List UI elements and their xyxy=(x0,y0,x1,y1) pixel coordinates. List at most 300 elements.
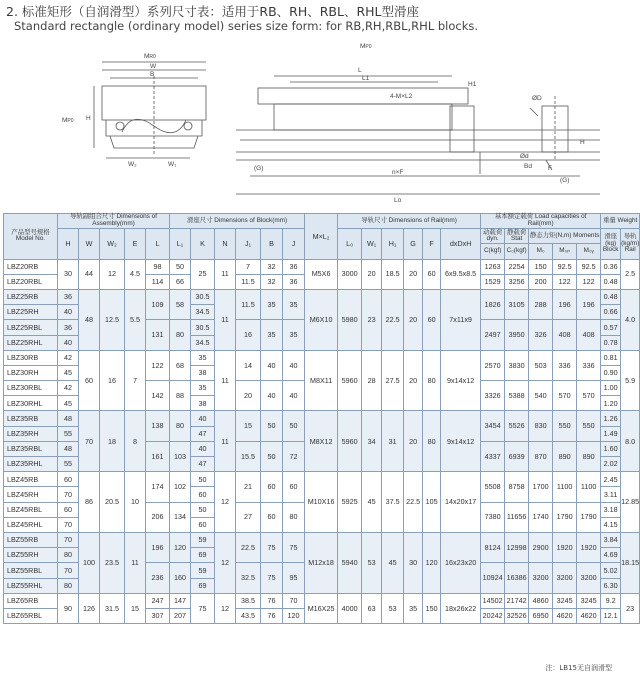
cell-f: 150 xyxy=(423,593,441,623)
cell-g: 20 xyxy=(404,411,423,472)
col-n: N xyxy=(215,229,236,259)
col-myo: M₀ᵧ xyxy=(577,244,601,259)
cell-c0: 3830 xyxy=(505,350,529,380)
cell-model: LBZ25RH xyxy=(4,305,58,320)
cell-b: 40 xyxy=(261,381,283,411)
cell-bw: 0.48 xyxy=(601,274,621,289)
cell-k: 30.5 xyxy=(191,320,215,335)
cell-model: LBZ45RHL xyxy=(4,517,58,532)
cell-model: LBZ45RB xyxy=(4,472,58,487)
cell-mr: 150 xyxy=(529,259,553,274)
header-load: 基本额定载荷 Load capacities of Rail(mm) xyxy=(481,214,601,229)
cell-f: 60 xyxy=(423,259,441,289)
cell-l1: 147 xyxy=(170,593,191,608)
cell-j1: 11.5 xyxy=(236,274,261,289)
cell-j1: 7 xyxy=(236,259,261,274)
cell-h1: 31 xyxy=(382,411,404,472)
cell-w2: 20.5 xyxy=(100,472,125,533)
technical-drawing xyxy=(40,36,610,208)
label-mr: MR0 xyxy=(144,53,156,60)
block-top xyxy=(258,88,468,104)
cell-bw: 3.84 xyxy=(601,532,621,547)
cell-l0: 4000 xyxy=(338,593,362,623)
cell-c0: 16386 xyxy=(505,563,529,593)
cell-h: 90 xyxy=(58,593,79,623)
cell-w2: 16 xyxy=(100,350,125,411)
cell-c0: 2254 xyxy=(505,259,529,274)
cell-h: 30 xyxy=(58,259,79,289)
cell-f: 120 xyxy=(423,532,441,593)
cell-model: LBZ25RBL xyxy=(4,320,58,335)
cell-j1: 14 xyxy=(236,350,261,380)
size-table-wrapper xyxy=(3,213,640,624)
table-row xyxy=(4,289,640,304)
cell-c0: 6939 xyxy=(505,441,529,471)
cell-j: 36 xyxy=(283,259,305,274)
cell-my: 4620 xyxy=(577,608,601,623)
cell-c: 2497 xyxy=(481,320,505,350)
cell-b: 50 xyxy=(261,411,283,441)
cell-k: 35 xyxy=(191,381,215,396)
bolt-left xyxy=(116,122,124,130)
cell-my: 122 xyxy=(577,274,601,289)
cell-rail_w: 8.0 xyxy=(621,411,640,472)
col-mro: M₀ xyxy=(529,244,553,259)
cell-l1: 66 xyxy=(170,274,191,289)
cell-h1: 53 xyxy=(382,593,404,623)
cell-l0: 5980 xyxy=(338,289,362,350)
cell-g: 20 xyxy=(404,289,423,350)
cell-h: 36 xyxy=(58,289,79,304)
cell-h: 45 xyxy=(58,396,79,411)
cell-l: 122 xyxy=(146,350,170,380)
header-block: 滑座尺寸 Dimensions of Block(mm) xyxy=(170,214,305,229)
col-h1: H₁ xyxy=(382,229,404,259)
cell-n: 12 xyxy=(215,532,236,593)
cell-l: 131 xyxy=(146,320,170,350)
table-row xyxy=(4,350,640,365)
cell-g: 20 xyxy=(404,259,423,289)
cell-j: 120 xyxy=(283,608,305,623)
col-l: L xyxy=(146,229,170,259)
cell-b: 75 xyxy=(261,563,283,593)
label-h1: H1 xyxy=(468,81,477,88)
cell-l1: 50 xyxy=(170,259,191,274)
cell-g: 30 xyxy=(404,532,423,593)
cell-w: 126 xyxy=(79,593,100,623)
cell-h1: 37.5 xyxy=(382,472,404,533)
cell-model: LBZ35RHL xyxy=(4,457,58,472)
label-b-side: Bd xyxy=(524,163,532,170)
cell-model: LBZ30RB xyxy=(4,350,58,365)
cell-my: 336 xyxy=(577,350,601,380)
cell-mp: 1100 xyxy=(553,472,577,502)
cell-k: 38 xyxy=(191,365,215,380)
cell-l: 206 xyxy=(146,502,170,532)
cell-my: 570 xyxy=(577,381,601,411)
cell-k: 30.5 xyxy=(191,289,215,304)
col-g: G xyxy=(404,229,423,259)
cell-mp: 336 xyxy=(553,350,577,380)
cell-bw: 0.66 xyxy=(601,305,621,320)
label-mp-side: MP0 xyxy=(360,43,372,50)
cell-w: 60 xyxy=(79,350,100,411)
cell-l1: 102 xyxy=(170,472,191,502)
col-w1: W₁ xyxy=(362,229,382,259)
cell-w1: 20 xyxy=(362,259,382,289)
cell-f: 80 xyxy=(423,411,441,472)
cell-mp: 122 xyxy=(553,274,577,289)
cell-l0: 5960 xyxy=(338,350,362,411)
cell-bw: 1.60 xyxy=(601,441,621,456)
cell-l0: 3000 xyxy=(338,259,362,289)
cell-c: 14502 xyxy=(481,593,505,608)
cell-model: LBZ55RHL xyxy=(4,578,58,593)
cell-rail_w: 4.0 xyxy=(621,289,640,350)
cell-w1: 63 xyxy=(362,593,382,623)
col-w2: W₂ xyxy=(100,229,125,259)
cell-l1: 134 xyxy=(170,502,191,532)
cell-mr: 870 xyxy=(529,441,553,471)
cell-model: LBZ55RB xyxy=(4,532,58,547)
cell-l: 174 xyxy=(146,472,170,502)
cell-mr: 3200 xyxy=(529,563,553,593)
col-h: H xyxy=(58,229,79,259)
label-bd: Ød xyxy=(520,153,529,160)
cell-w1: 45 xyxy=(362,472,382,533)
cell-l1: 120 xyxy=(170,532,191,562)
cell-my: 1790 xyxy=(577,502,601,532)
cell-model: LBZ30RHL xyxy=(4,396,58,411)
cell-h: 42 xyxy=(58,350,79,365)
cell-w: 86 xyxy=(79,472,100,533)
label-w: W xyxy=(150,63,157,70)
cell-j: 72 xyxy=(283,441,305,471)
cell-k: 60 xyxy=(191,487,215,502)
cell-h1: 45 xyxy=(382,532,404,593)
label-f: F xyxy=(548,165,552,172)
cell-l: 98 xyxy=(146,259,170,274)
cell-l1: 68 xyxy=(170,350,191,380)
cell-dxdxh: 6x9.5x8.5 xyxy=(441,259,481,289)
col-f: F xyxy=(423,229,441,259)
cell-model: LBZ30RBL xyxy=(4,381,58,396)
cell-bw: 2.45 xyxy=(601,472,621,487)
size-table xyxy=(3,213,640,624)
table-row xyxy=(4,411,640,426)
cell-bw: 0.78 xyxy=(601,335,621,350)
cell-c: 1529 xyxy=(481,274,505,289)
size-table-body xyxy=(4,259,640,624)
cell-w1: 34 xyxy=(362,411,382,472)
cell-mxl2: M16X25 xyxy=(305,593,338,623)
cell-c0: 5526 xyxy=(505,411,529,441)
cell-mr: 2900 xyxy=(529,532,553,562)
cell-bw: 5.02 xyxy=(601,563,621,578)
cell-dxdxh: 14x20x17 xyxy=(441,472,481,533)
block-body xyxy=(274,104,452,130)
cell-mr: 830 xyxy=(529,411,553,441)
cell-l: 236 xyxy=(146,563,170,593)
cell-my: 92.5 xyxy=(577,259,601,274)
cell-mr: 6950 xyxy=(529,608,553,623)
cell-e: 10 xyxy=(125,472,146,533)
cell-k: 38 xyxy=(191,396,215,411)
cell-b: 60 xyxy=(261,502,283,532)
label-l1: L1 xyxy=(362,75,370,82)
label-h-side: H xyxy=(580,139,585,146)
cell-model: LBZ65RBL xyxy=(4,608,58,623)
cell-c: 3454 xyxy=(481,411,505,441)
cell-j1: 20 xyxy=(236,381,261,411)
label-w2: W₂ xyxy=(128,161,137,168)
cell-l0: 5925 xyxy=(338,472,362,533)
cell-w2: 12.5 xyxy=(100,289,125,350)
col-l0: L₀ xyxy=(338,229,362,259)
label-nxf: n×F xyxy=(392,169,404,176)
cell-j: 35 xyxy=(283,320,305,350)
cell-j1: 15.5 xyxy=(236,441,261,471)
cell-j1: 11.5 xyxy=(236,289,261,319)
cell-l1: 207 xyxy=(170,608,191,623)
cell-j1: 21 xyxy=(236,472,261,502)
cell-mp: 4620 xyxy=(553,608,577,623)
cell-bw: 1.00 xyxy=(601,381,621,396)
cell-l0: 5940 xyxy=(338,532,362,593)
col-k: K xyxy=(191,229,215,259)
cell-j: 40 xyxy=(283,381,305,411)
label-w1: W₁ xyxy=(168,161,177,168)
cell-mxl2: M5X6 xyxy=(305,259,338,289)
cell-f: 60 xyxy=(423,289,441,350)
cell-l: 114 xyxy=(146,274,170,289)
cell-c0: 11656 xyxy=(505,502,529,532)
cell-l0: 5960 xyxy=(338,411,362,472)
cell-h: 60 xyxy=(58,502,79,517)
cell-b: 32 xyxy=(261,259,283,274)
cell-model: LBZ65RB xyxy=(4,593,58,608)
cell-g: 20 xyxy=(404,350,423,411)
cell-l1: 160 xyxy=(170,563,191,593)
col-j: J xyxy=(283,229,305,259)
cell-j1: 32.5 xyxy=(236,563,261,593)
cell-model: LBZ35RB xyxy=(4,411,58,426)
cell-j1: 27 xyxy=(236,502,261,532)
side-view-labels xyxy=(254,43,585,204)
cell-j1: 22.5 xyxy=(236,532,261,562)
cell-l1: 103 xyxy=(170,441,191,471)
cell-w: 70 xyxy=(79,411,100,472)
cell-my: 550 xyxy=(577,411,601,441)
cell-b: 40 xyxy=(261,350,283,380)
col-w: W xyxy=(79,229,100,259)
label-g-left: (G) xyxy=(254,165,264,172)
cell-b: 76 xyxy=(261,593,283,608)
cell-c: 1826 xyxy=(481,289,505,319)
cell-c0: 12998 xyxy=(505,532,529,562)
leader-lines xyxy=(530,108,552,170)
cell-mxl2: M8X11 xyxy=(305,350,338,411)
cell-mp: 3245 xyxy=(553,593,577,608)
cell-bw: 1.20 xyxy=(601,396,621,411)
cell-dxdxh: 7x11x9 xyxy=(441,289,481,350)
cell-mxl2: M12x18 xyxy=(305,532,338,593)
col-ckgf: C(kgf) xyxy=(481,244,505,259)
cell-my: 408 xyxy=(577,320,601,350)
label-b: B xyxy=(150,71,155,78)
cell-k: 59 xyxy=(191,532,215,547)
col-stat: 静载荷 Stat xyxy=(505,229,529,244)
col-dxdxh: dxDxH xyxy=(441,229,481,259)
cell-j1: 16 xyxy=(236,320,261,350)
header-weight: 重量 Weight xyxy=(601,214,640,229)
cell-h: 55 xyxy=(58,457,79,472)
cell-l: 196 xyxy=(146,532,170,562)
cell-bw: 12.1 xyxy=(601,608,621,623)
cell-c0: 21742 xyxy=(505,593,529,608)
cell-k: 34.5 xyxy=(191,305,215,320)
cell-mr: 4860 xyxy=(529,593,553,608)
cell-k: 40 xyxy=(191,441,215,456)
label-mxl2: 4-M×L2 xyxy=(390,93,413,100)
table-row xyxy=(4,532,640,547)
cell-l1: 80 xyxy=(170,411,191,441)
cell-j1: 43.5 xyxy=(236,608,261,623)
cell-g: 35 xyxy=(404,593,423,623)
cell-mr: 1700 xyxy=(529,472,553,502)
cell-k: 60 xyxy=(191,517,215,532)
cell-mr: 503 xyxy=(529,350,553,380)
cell-h: 48 xyxy=(58,441,79,456)
col-c0kgf: C₀(kgf) xyxy=(505,244,529,259)
col-l1: L₁ xyxy=(170,229,191,259)
cell-c0: 3256 xyxy=(505,274,529,289)
cell-b: 32 xyxy=(261,274,283,289)
cell-bw: 4.69 xyxy=(601,548,621,563)
cell-w2: 12 xyxy=(100,259,125,289)
side-view xyxy=(236,76,600,194)
cell-bw: 3.11 xyxy=(601,487,621,502)
cell-c: 2570 xyxy=(481,350,505,380)
cell-j: 60 xyxy=(283,472,305,502)
cell-j: 75 xyxy=(283,532,305,562)
cell-n: 12 xyxy=(215,472,236,533)
col-j1: J₁ xyxy=(236,229,261,259)
end-cap xyxy=(450,106,474,152)
cell-h: 70 xyxy=(58,517,79,532)
cell-c: 10924 xyxy=(481,563,505,593)
cell-b: 76 xyxy=(261,608,283,623)
cell-n: 11 xyxy=(215,289,236,350)
cell-c: 20242 xyxy=(481,608,505,623)
cell-model: LBZ25RB xyxy=(4,289,58,304)
col-b: B xyxy=(261,229,283,259)
cell-w1: 23 xyxy=(362,289,382,350)
cell-c0: 3950 xyxy=(505,320,529,350)
cell-l: 109 xyxy=(146,289,170,319)
cell-mp: 1920 xyxy=(553,532,577,562)
cell-b: 75 xyxy=(261,532,283,562)
cell-n: 11 xyxy=(215,411,236,472)
cell-rail_w: 5.9 xyxy=(621,350,640,411)
cell-e: 15 xyxy=(125,593,146,623)
cell-b: 35 xyxy=(261,320,283,350)
page-subtitle: Standard rectangle (ordinary model) series size form: for RB,RH,RBL,RHL blocks. xyxy=(14,19,479,33)
cell-l1: 58 xyxy=(170,289,191,319)
cell-h: 40 xyxy=(58,305,79,320)
cell-h: 40 xyxy=(58,335,79,350)
cell-model: LBZ25RHL xyxy=(4,335,58,350)
col-moments: 静态力矩(N,m) Moments xyxy=(529,229,601,244)
cell-mp: 570 xyxy=(553,381,577,411)
header-assembly: 导轨副组合尺寸 Dimensions of Assembly(mm) xyxy=(58,214,170,229)
cell-j1: 38.5 xyxy=(236,593,261,608)
cell-k: 69 xyxy=(191,578,215,593)
cell-k: 25 xyxy=(191,259,215,289)
label-lo: Lo xyxy=(394,197,402,204)
cell-mp: 550 xyxy=(553,411,577,441)
cell-model: LBZ20RBL xyxy=(4,274,58,289)
label-g-right: (G) xyxy=(560,177,570,184)
cell-b: 60 xyxy=(261,472,283,502)
cell-mxl2: M8X12 xyxy=(305,411,338,472)
cell-e: 8 xyxy=(125,411,146,472)
cell-n: 11 xyxy=(215,350,236,411)
cell-model: LBZ35RBL xyxy=(4,441,58,456)
cell-h: 80 xyxy=(58,548,79,563)
header-model: 产品型号规格 Model No. xyxy=(4,214,58,260)
cell-bw: 0.36 xyxy=(601,259,621,274)
cell-dxdxh: 9x14x12 xyxy=(441,350,481,411)
cell-c: 8124 xyxy=(481,532,505,562)
cell-bw: 1.26 xyxy=(601,411,621,426)
cell-k: 40 xyxy=(191,411,215,426)
cell-j: 80 xyxy=(283,502,305,532)
cell-h1: 22.5 xyxy=(382,289,404,350)
cell-mp: 196 xyxy=(553,289,577,319)
cell-j1: 15 xyxy=(236,411,261,441)
cell-h: 70 xyxy=(58,563,79,578)
label-l: L xyxy=(358,67,362,74)
cell-bw: 9.2 xyxy=(601,593,621,608)
cell-b: 35 xyxy=(261,289,283,319)
cell-bw: 6.30 xyxy=(601,578,621,593)
cell-n: 12 xyxy=(215,593,236,623)
cell-my: 890 xyxy=(577,441,601,471)
cell-b: 50 xyxy=(261,441,283,471)
cell-h1: 18.5 xyxy=(382,259,404,289)
cell-w: 100 xyxy=(79,532,100,593)
cell-l: 138 xyxy=(146,411,170,441)
cell-e: 4.5 xyxy=(125,259,146,289)
cell-mr: 540 xyxy=(529,381,553,411)
cell-model: LBZ45RBL xyxy=(4,502,58,517)
cell-model: LBZ35RH xyxy=(4,426,58,441)
cell-model: LBZ55RH xyxy=(4,548,58,563)
cell-c: 5508 xyxy=(481,472,505,502)
cell-e: 11 xyxy=(125,532,146,593)
cell-bw: 4.15 xyxy=(601,517,621,532)
cell-bw: 0.57 xyxy=(601,320,621,335)
bolt-right xyxy=(184,122,192,130)
cell-h: 80 xyxy=(58,578,79,593)
cell-dxdxh: 16x23x20 xyxy=(441,532,481,593)
cell-mr: 288 xyxy=(529,289,553,319)
cell-my: 1920 xyxy=(577,532,601,562)
cell-dxdxh: 18x26x22 xyxy=(441,593,481,623)
cell-model: LBZ45RH xyxy=(4,487,58,502)
table-row xyxy=(4,259,640,274)
